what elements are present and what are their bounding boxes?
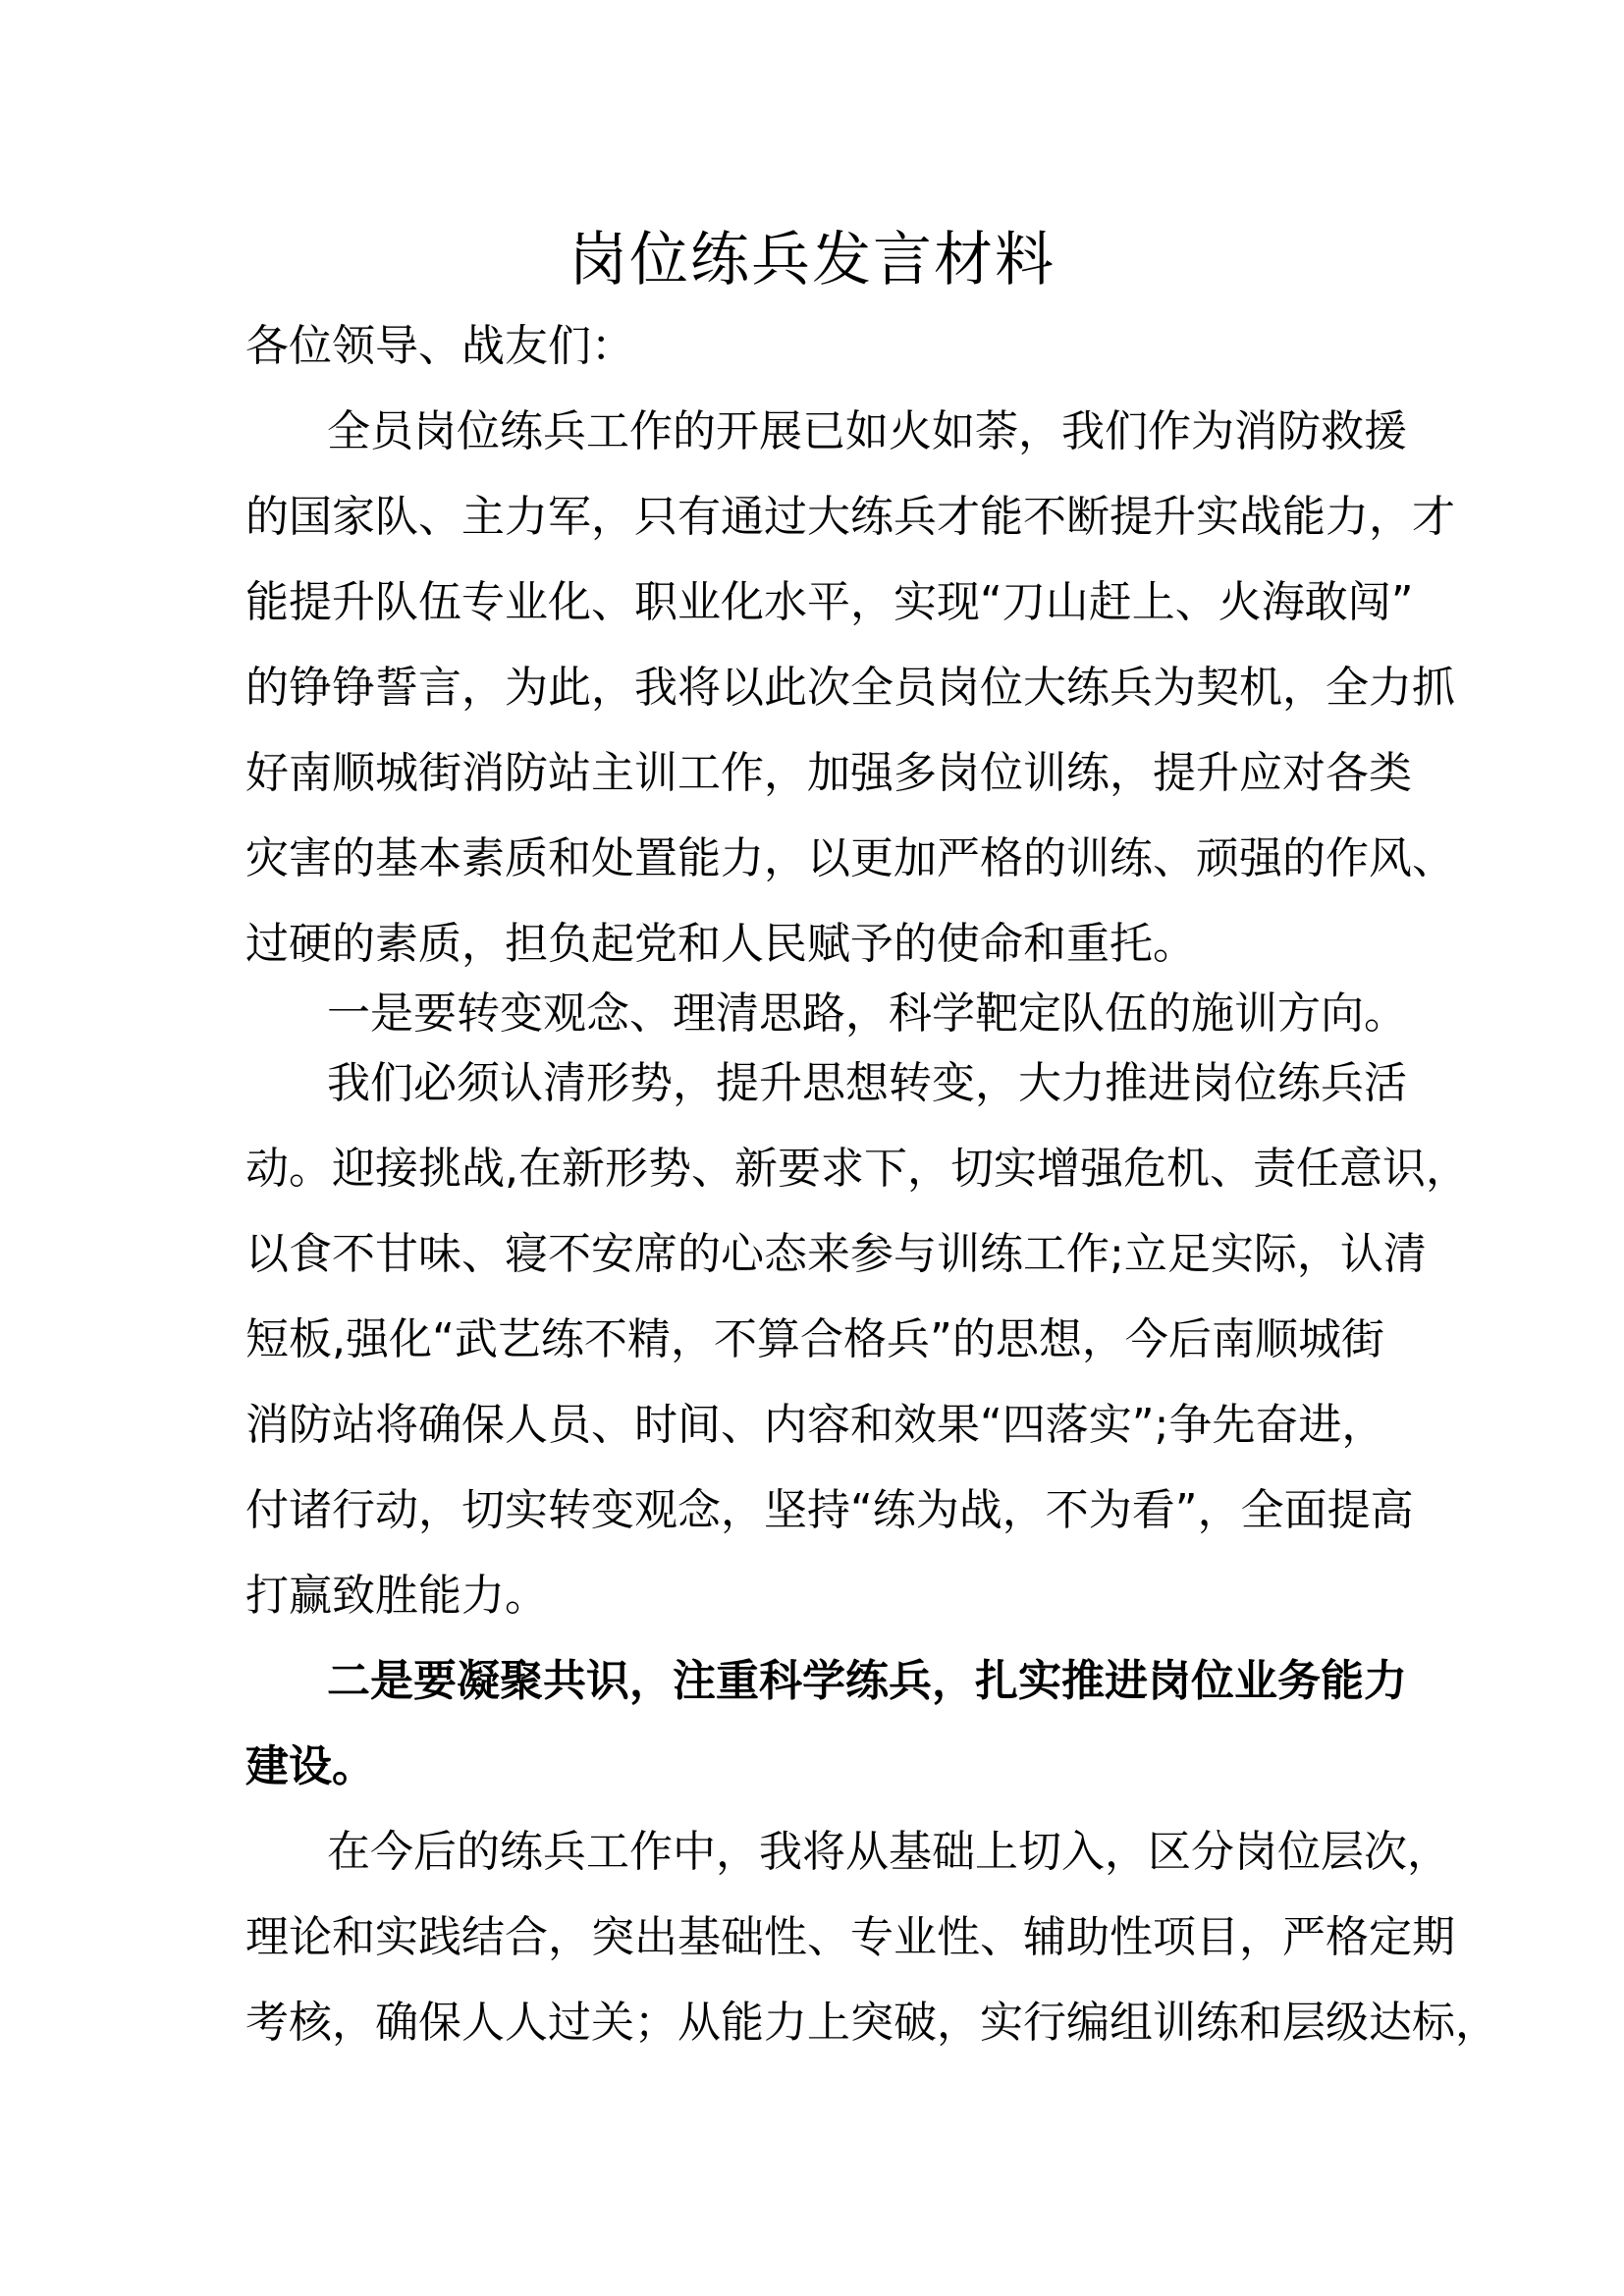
paragraph-line: 能提升队伍专业化、职业化水平，实现“刀山赶上、火海敢闯” [245, 577, 1414, 627]
paragraph-line: 的铮铮誓言，为此，我将以此次全员岗位大练兵为契机，全力抓 [245, 663, 1455, 713]
heading-line: 建设。 [245, 1741, 375, 1791]
paragraph-line: 我们必须认清形势，提升思想转变，大力推进岗位练兵活 [327, 1058, 1407, 1108]
heading-line: 二是要凝聚共识，注重科学练兵，扎实推进岗位业务能力 [327, 1656, 1407, 1706]
paragraph-line: 动。迎接挑战,在新形势、新要求下，切实增强危机、责任意识， [245, 1144, 1469, 1194]
paragraph-line: 付诸行动，切实转变观念，坚持“练为战，不为看”，全面提高 [245, 1485, 1414, 1535]
paragraph-line: 好南顺城街消防站主训工作，加强多岗位训练，提升应对各类 [245, 748, 1412, 798]
section-heading-1: 一是要转变观念、理清思路，科学靶定队伍的施训方向。 [327, 988, 1407, 1039]
paragraph-line: 过硬的素质，担负起党和人民赋予的使命和重托。 [245, 919, 1196, 969]
paragraph-line: 在今后的练兵工作中，我将从基础上切入，区分岗位层次， [327, 1827, 1450, 1877]
paragraph-line: 全员岗位练兵工作的开展已如火如荼，我们作为消防救援 [327, 406, 1407, 456]
paragraph-line: 灾害的基本素质和处置能力，以更加严格的训练、顽强的作风、 [245, 833, 1455, 883]
paragraph-line: 短板,强化“武艺练不精，不算合格兵”的思想，今后南顺城街 [245, 1314, 1384, 1364]
salutation: 各位领导、战友们： [245, 321, 634, 371]
paragraph-line: 打赢致胜能力。 [245, 1571, 548, 1621]
paragraph-line: 以食不甘味、寝不安席的心态来参与训练工作;立足实际，认清 [245, 1229, 1427, 1279]
document-title: 岗位练兵发言材料 [568, 226, 1056, 294]
paragraph-line: 的国家队、主力军，只有通过大练兵才能不断提升实战能力，才 [245, 492, 1455, 542]
paragraph-line: 理论和实践结合，突出基础性、专业性、辅助性项目，严格定期 [245, 1912, 1455, 1962]
paragraph-line: 考核，确保人人过关；从能力上突破，实行编组训练和层级达标， [245, 1998, 1498, 2048]
paragraph-line: 消防站将确保人员、时间、内容和效果“四落实”;争先奋进， [245, 1400, 1385, 1450]
